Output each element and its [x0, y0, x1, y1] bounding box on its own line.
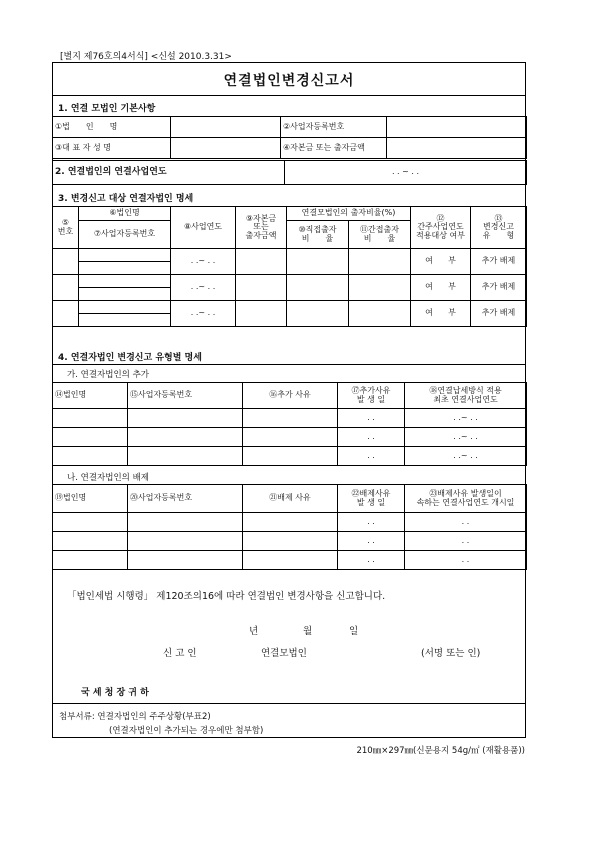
- col-corp: ⑥법인명: [79, 207, 171, 221]
- b-col-bizno: ⑳사업자등록번호: [128, 485, 243, 513]
- add-option[interactable]: 추가: [481, 256, 498, 266]
- b-col-reason: ㉑배제 사유: [243, 485, 338, 513]
- a-col-date: ⑰추가사유 발 생 일: [338, 383, 405, 409]
- reporter-label: 신 고 인: [163, 648, 197, 659]
- s3-row3-capital[interactable]: [236, 301, 287, 327]
- s3-row1-corp[interactable]: [79, 249, 171, 262]
- section4b-heading: 나. 연결자법인의 배제: [67, 473, 150, 483]
- section1-table: [52, 116, 527, 159]
- add-option[interactable]: 추가: [481, 308, 498, 318]
- col-change: ⑬ 변경신고 유 형: [471, 207, 527, 249]
- b-row1-date[interactable]: . .: [338, 513, 405, 532]
- b-row3-corp[interactable]: [53, 551, 128, 570]
- s3-row1-no[interactable]: [53, 249, 79, 275]
- form-title: 연결법인변경신고서: [223, 73, 355, 89]
- attachment-line1: 첨부서류: 연결자법인의 주주상황(부표2): [59, 712, 211, 722]
- section3-heading: 3. 변경신고 대상 연결자법인 명세: [58, 194, 194, 204]
- col-direct: ⑩직접출자 비 율: [287, 221, 349, 249]
- recipient: 국 세 청 장 귀 하: [81, 688, 149, 698]
- section4-divider: [53, 364, 525, 365]
- s3-row2-indirect[interactable]: [349, 275, 411, 301]
- add-option[interactable]: 추가: [481, 282, 498, 292]
- b-row1-reason[interactable]: [243, 513, 338, 532]
- section1-heading: 1. 연결 모법인 기본사항: [58, 104, 156, 114]
- section4b-table: [52, 484, 527, 570]
- reporter-entity: 연결모법인: [261, 648, 307, 659]
- s3-row2-year[interactable]: . .~ . .: [171, 275, 236, 301]
- a-row3-bizno[interactable]: [128, 447, 243, 466]
- b-row1-bizno[interactable]: [128, 513, 243, 532]
- s3-row1-bizno[interactable]: [79, 262, 171, 275]
- capital-field[interactable]: [387, 138, 527, 159]
- a-row1-corp[interactable]: [53, 409, 128, 428]
- s3-row3-first[interactable]: [411, 301, 471, 327]
- exclude-option[interactable]: 배제: [499, 308, 516, 318]
- form-frame: [52, 62, 526, 738]
- exclude-option[interactable]: 배제: [499, 282, 516, 292]
- b-row3-start[interactable]: . .: [405, 551, 527, 570]
- date-day-label: 일: [349, 626, 359, 637]
- no-option[interactable]: 부: [448, 256, 456, 266]
- s3-row3-change[interactable]: [471, 301, 527, 327]
- a-row3-corp[interactable]: [53, 447, 128, 466]
- capital-label: ④자본금 또는 출자금액: [281, 138, 387, 159]
- yes-option[interactable]: 여: [425, 308, 433, 318]
- s3-row3-corp[interactable]: [79, 301, 171, 314]
- s3-row1-direct[interactable]: [287, 249, 349, 275]
- s3-row3-year[interactable]: . .~ . .: [171, 301, 236, 327]
- section3-table: [52, 206, 527, 327]
- section2-heading: 2. 연결법인의 연결사업연도: [53, 161, 285, 185]
- s3-row1-change[interactable]: [471, 249, 527, 275]
- s3-row2-capital[interactable]: [236, 275, 287, 301]
- a-row1-date[interactable]: . .: [338, 409, 405, 428]
- yes-option[interactable]: 여: [425, 282, 433, 292]
- s3-row1-first[interactable]: [411, 249, 471, 275]
- no-option[interactable]: 부: [448, 308, 456, 318]
- a-row2-corp[interactable]: [53, 428, 128, 447]
- s3-row3-direct[interactable]: [287, 301, 349, 327]
- col-indirect: ⑪간접출자 비 율: [349, 221, 411, 249]
- s3-row1-year[interactable]: . .~ . .: [171, 249, 236, 275]
- s3-row2-corp[interactable]: [79, 275, 171, 288]
- section4-heading: 4. 연결자법인 변경신고 유형별 명세: [58, 353, 202, 363]
- col-first: ⑫ 간주사업연도 적용대상 여부: [411, 207, 471, 249]
- a-row1-reason[interactable]: [243, 409, 338, 428]
- date-month-label: 월: [303, 626, 313, 637]
- s3-row1-capital[interactable]: [236, 249, 287, 275]
- b-col-date: ㉒배제사유 발 생 일: [338, 485, 405, 513]
- paper-spec: 210㎜×297㎜(신문용지 54g/㎡ (재활용품)): [356, 746, 525, 756]
- consolidated-period-field[interactable]: . . ~ . .: [285, 161, 527, 185]
- a-row3-reason[interactable]: [243, 447, 338, 466]
- b-row2-bizno[interactable]: [128, 532, 243, 551]
- b-row2-start[interactable]: . .: [405, 532, 527, 551]
- title-divider: [53, 95, 525, 96]
- s3-row3-no[interactable]: [53, 301, 79, 327]
- rep-field[interactable]: [171, 138, 281, 159]
- a-row2-bizno[interactable]: [128, 428, 243, 447]
- a-row1-bizno[interactable]: [128, 409, 243, 428]
- col-capital: ⑨자본금 또는 출자금액: [236, 207, 287, 249]
- a-col-bizno: ⑮사업자등록번호: [128, 383, 243, 409]
- b-row1-corp[interactable]: [53, 513, 128, 532]
- declaration-text: 「법인세법 시행령」 제120조의16에 따라 연결법인 변경사항을 신고합니다.: [67, 591, 386, 602]
- a-row3-date[interactable]: . .: [338, 447, 405, 466]
- b-row3-date[interactable]: . .: [338, 551, 405, 570]
- b-row2-date[interactable]: . .: [338, 532, 405, 551]
- a-row2-date[interactable]: . .: [338, 428, 405, 447]
- yes-option[interactable]: 여: [425, 256, 433, 266]
- b-row3-bizno[interactable]: [128, 551, 243, 570]
- exclude-option[interactable]: 배제: [499, 256, 516, 266]
- s3-row1-indirect[interactable]: [349, 249, 411, 275]
- rep-label: ③대 표 자 성 명: [53, 138, 171, 159]
- s3-row3-indirect[interactable]: [349, 301, 411, 327]
- b-col-first: ㉓배제사유 발생일이 속하는 연결사업연도 개시일: [405, 485, 527, 513]
- col-bizno: ⑦사업자등록번호: [79, 221, 171, 249]
- attachment-divider: [53, 703, 525, 704]
- s3-row2-no[interactable]: [53, 275, 79, 301]
- a-col-corp: ⑭법인명: [53, 383, 128, 409]
- corp-name-field[interactable]: [171, 117, 281, 138]
- section2-table: [52, 160, 527, 185]
- s3-row2-change[interactable]: [471, 275, 527, 301]
- biz-no-label: ②사업자등록번호: [281, 117, 387, 138]
- biz-no-field[interactable]: [387, 117, 527, 138]
- b-col-corp: ⑲법인명: [53, 485, 128, 513]
- no-option[interactable]: 부: [448, 282, 456, 292]
- s3-row2-direct[interactable]: [287, 275, 349, 301]
- a-col-first: ⑱연결납세방식 적용 최초 연결사업연도: [405, 383, 527, 409]
- s3-row3-bizno[interactable]: [79, 314, 171, 327]
- b-row3-reason[interactable]: [243, 551, 338, 570]
- b-row2-corp[interactable]: [53, 532, 128, 551]
- col-ratio: 연결모법인의 출자비율(%): [287, 207, 411, 221]
- corp-name-label: ①법 인 명: [53, 117, 171, 138]
- a-row2-reason[interactable]: [243, 428, 338, 447]
- a-row2-first[interactable]: . .~ . .: [405, 428, 527, 447]
- a-row1-first[interactable]: . .~ . .: [405, 409, 527, 428]
- s3-row2-first[interactable]: [411, 275, 471, 301]
- a-row3-first[interactable]: . .~ . .: [405, 447, 527, 466]
- col-year: ⑧사업연도: [171, 207, 236, 249]
- s3-row2-bizno[interactable]: [79, 288, 171, 301]
- section4a-heading: 가. 연결자법인의 추가: [67, 370, 150, 380]
- b-row2-reason[interactable]: [243, 532, 338, 551]
- signature-field[interactable]: (서명 또는 인): [421, 648, 481, 659]
- form-tag: [별지 제76호의4서식] <신설 2010.3.31>: [60, 52, 232, 62]
- date-year-label: 년: [249, 626, 259, 637]
- b-row1-start[interactable]: . .: [405, 513, 527, 532]
- attachment-line2: (연결자법인이 추가되는 경우에만 첨부함): [109, 726, 264, 736]
- section4a-table: [52, 382, 527, 466]
- col-no: ⑤ 번호: [53, 207, 79, 249]
- a-col-reason: ⑯추가 사유: [243, 383, 338, 409]
